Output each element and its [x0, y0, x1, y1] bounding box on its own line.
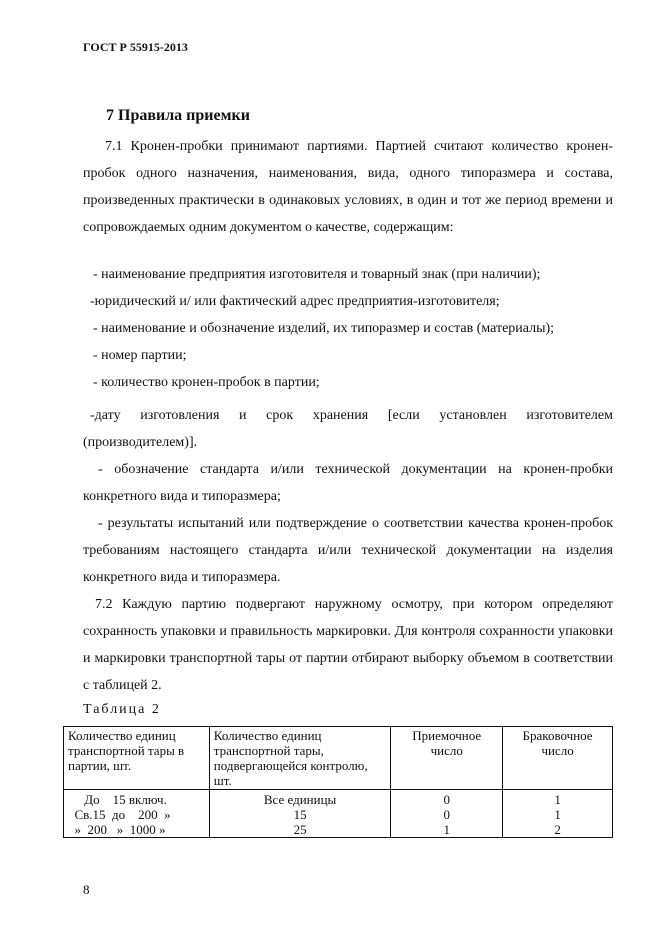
- table-cell: 1: [391, 822, 503, 838]
- table-cell: Все единицы: [209, 790, 391, 808]
- table-header-cell: Количество единиц транспортной тары в партии, шт.: [64, 727, 210, 790]
- list-item: - номер партии;: [93, 348, 187, 363]
- table-header-cell: Количество единиц транспортной тары, подвергающейся контролю, шт.: [209, 727, 391, 790]
- paragraph-7-2: 7.2 Каждую партию подвергают наружному осмотру, при котором определяют сохранность упаковки и правильность маркировки. Для контроля сохранности упаковки и маркировки транспортной тары от партии отбирают выборку объемом в соответствии с таблицей 2.: [83, 597, 613, 693]
- section-title: 7 Правила приемки: [106, 107, 250, 124]
- list-item: -юридический и/ или фактический адрес предприятия-изготовителя;: [90, 294, 500, 309]
- table-header-cell: Приемочное число: [391, 727, 503, 790]
- table-cell: 2: [503, 822, 613, 838]
- table-header-cell: Браковочное число: [503, 727, 613, 790]
- table-cell: До 15 включ.: [64, 790, 210, 808]
- document-header: ГОСТ Р 55915-2013: [83, 40, 188, 54]
- table-cell: » 200 » 1000 »: [64, 822, 210, 838]
- table-cell: 1: [503, 807, 613, 822]
- table-caption: Таблица 2: [83, 702, 161, 717]
- table-cell: 15: [209, 807, 391, 822]
- table-header-row: [64, 727, 613, 790]
- table-cell: Св.15 до 200 »: [64, 807, 210, 822]
- table-row: [64, 807, 613, 822]
- list-item: - обозначение стандарта и/или технической документации на кронен-пробки конкретного вида и типоразмера;: [83, 462, 613, 504]
- table-cell: 0: [391, 807, 503, 822]
- table-row: [64, 790, 613, 808]
- table-cell: 25: [209, 822, 391, 838]
- table-cell: 1: [503, 790, 613, 808]
- data-table: [63, 726, 613, 838]
- list-item: - количество кронен-пробок в партии;: [93, 375, 320, 390]
- table-row: [64, 822, 613, 838]
- table-cell: 0: [391, 790, 503, 808]
- paragraph-7-1: 7.1 Кронен-пробки принимают партиями. Партией считают количество кронен-пробок одного назначения, наименования, вида, одного типоразмера и состава, произведенных практически в одинаковых условиях, в один и тот же период времени и сопровождаемых одним документом о качестве, содержащим:: [83, 139, 613, 235]
- list-item: - наименование и обозначение изделий, их типоразмер и состав (материалы);: [93, 321, 555, 336]
- list-item: - наименование предприятия изготовителя и товарный знак (при наличии);: [93, 267, 541, 282]
- list-item: -дату изготовления и срок хранения [если установлен изготовителем (производителем)].: [83, 408, 613, 450]
- list-item: - результаты испытаний или подтверждение о соответствии качества кронен-пробок требованиям настоящего стандарта и/или технической документации на изделия конкретного вида и типоразмера.: [83, 516, 613, 585]
- page-number: 8: [83, 882, 90, 897]
